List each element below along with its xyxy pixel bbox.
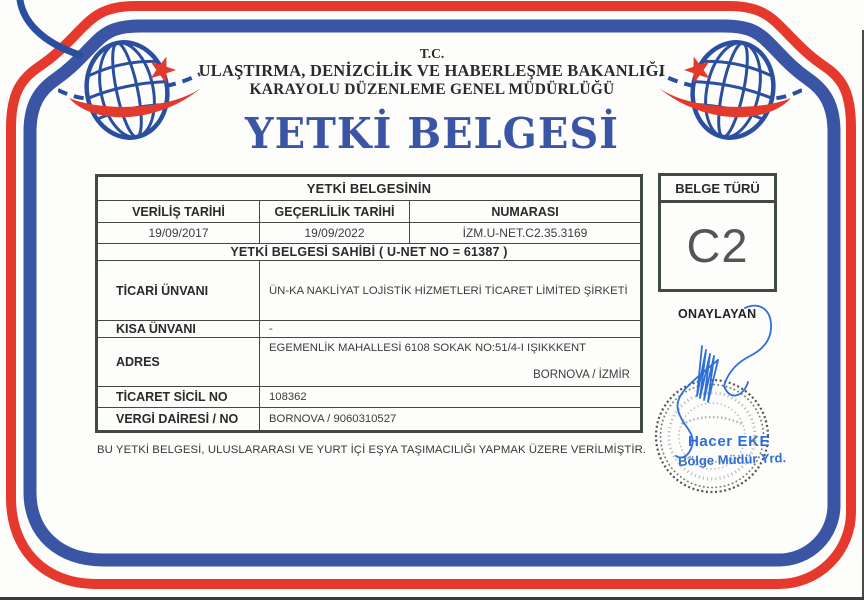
- row-value: BORNOVA / 9060310527: [269, 413, 397, 425]
- table-row-ticari-unvani: [98, 260, 640, 320]
- value-verilis-tarihi: 19/09/2017: [98, 223, 260, 243]
- onaylayan-label: ONAYLAYAN: [678, 307, 757, 321]
- address-line2: BORNOVA / İZMİR: [533, 369, 630, 381]
- header-tc: T.C.: [419, 46, 445, 61]
- table-row-kisa-unvani: [98, 320, 640, 337]
- row-value: ÜN-KA NAKLİYAT LOJİSTİK HİZMETLERİ TİCARET LİMİTED ŞİRKETİ: [269, 284, 628, 297]
- row-label: TİCARET SİCİL NO: [98, 387, 260, 407]
- row-label: TİCARİ ÜNVANI: [98, 261, 260, 320]
- row-value: [260, 338, 640, 386]
- belge-turu-label: BELGE TÜRÜ: [661, 176, 774, 203]
- row-value: -: [269, 323, 273, 335]
- value-gecerlilik-tarihi: 19/09/2022: [260, 223, 410, 243]
- approver-role: Bölge Müdür Yrd.: [677, 450, 787, 469]
- belge-turu-code: C2: [686, 218, 749, 272]
- col-gecerlilik-tarihi: GEÇERLİLİK TARİHİ: [260, 201, 410, 222]
- table-row-vergi-dairesi-no: [98, 407, 640, 430]
- table-row-ticaret-sicil-no: [98, 386, 640, 407]
- certificate-title: YETKİ BELGESİ: [245, 108, 619, 159]
- table-column-values: [98, 222, 640, 243]
- official-stamp: [598, 298, 830, 510]
- address-line1: EGEMENLİK MAHALLESİ 6108 SOKAK NO:51/4-I IŞIKKKENT: [269, 342, 587, 354]
- row-label: VERGİ DAİRESİ / NO: [98, 408, 260, 430]
- value-numarasi: İZM.U-NET.C2.35.3169: [462, 226, 588, 240]
- row-label: ADRES: [98, 338, 260, 386]
- table-section2-title: YETKİ BELGESİ SAHİBİ ( U-NET NO = 61387 ): [98, 243, 640, 260]
- table-row-adres: [98, 337, 640, 386]
- row-value: 108362: [269, 391, 307, 403]
- certificate-table: [95, 174, 643, 433]
- table-section1-title: YETKİ BELGESİNİN: [306, 181, 432, 196]
- row-label: KISA ÜNVANI: [98, 321, 260, 337]
- certificate-note: BU YETKİ BELGESİ, ULUSLARARASI VE YURT İÇİ EŞYA TAŞIMACILIĞI YAPMAK ÜZERE VERİLMİŞTİR.: [97, 444, 647, 456]
- belge-turu-box: [658, 173, 777, 292]
- col-verilis-tarihi: VERİLİŞ TARİHİ: [98, 201, 260, 222]
- header-ministry: ULAŞTIRMA, DENİZCİLİK VE HABERLEŞME BAKANLIĞI: [198, 61, 666, 80]
- approver-name: Hacer EKE: [688, 433, 771, 450]
- table-column-headers: [98, 200, 640, 222]
- header-directorate: KARAYOLU DÜZENLEME GENEL MÜDÜRLÜĞÜ: [249, 81, 615, 98]
- col-numarasi: NUMARASI: [491, 204, 559, 219]
